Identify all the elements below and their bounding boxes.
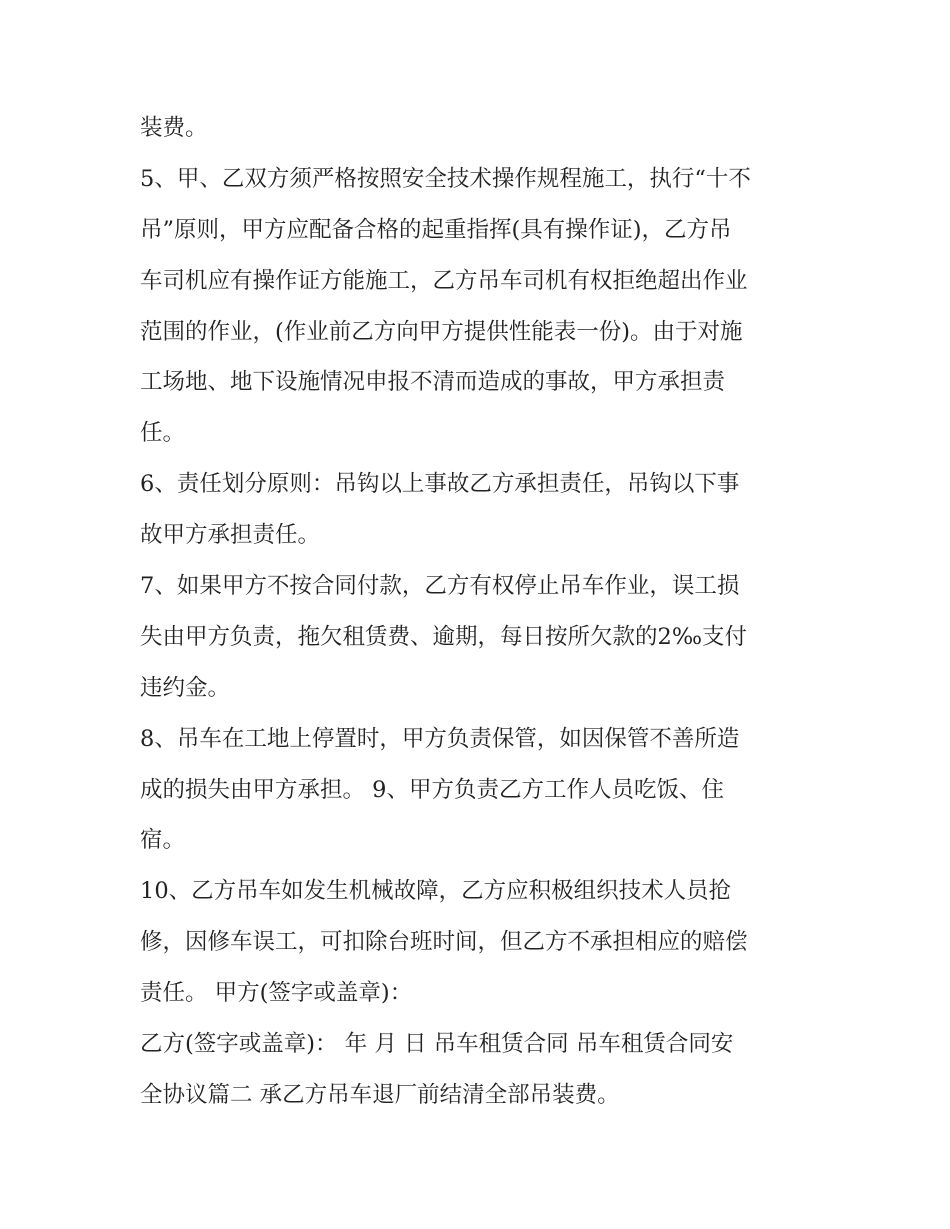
text-line: 6、责任划分原则：吊钩以上事故乙方承担责任，吊钩以下事 <box>140 471 740 498</box>
text-line: 车司机应有操作证方能施工，乙方吊车司机有权拒绝超出作业 <box>140 267 748 294</box>
text-line: 修，因修车误工，可扣除台班时间，但乙方不承担相应的赔偿 <box>140 929 748 956</box>
text-line: 吊”原则，甲方应配备合格的起重指挥(具有操作证)，乙方吊 <box>140 216 732 243</box>
text-line: 成的损失由甲方承担。 9、甲方负责乙方工作人员吃饭、住 <box>140 776 724 803</box>
text-line: 8、吊车在工地上停置时，甲方负责保管，如因保管不善所造 <box>140 725 740 752</box>
text-line: 乙方(签字或盖章)： 年 月 日 吊车租赁合同 吊车租赁合同安 <box>140 1031 734 1058</box>
text-line: 装费。 <box>140 115 208 141</box>
text-line: 责任。 甲方(签字或盖章)： <box>140 980 413 1007</box>
text-line: 宿。 <box>140 827 186 854</box>
text-line: 失由甲方负责，拖欠租赁费、逾期，每日按所欠款的2‰支付 <box>140 623 748 650</box>
text-line: 违约金。 <box>140 674 231 701</box>
text-line: 5、甲、乙双方须严格按照安全技术操作规程施工，执行“十不 <box>140 165 751 192</box>
text-line: 7、如果甲方不按合同付款，乙方有权停止吊车作业，误工损 <box>140 573 740 600</box>
text-line: 10、乙方吊车如发生机械故障，乙方应积极组织技术人员抢 <box>140 878 732 905</box>
text-line: 任。 <box>140 420 186 447</box>
text-line: 故甲方承担责任。 <box>140 522 321 549</box>
text-line: 工场地、地下设施情况申报不清而造成的事故，甲方承担责 <box>140 369 726 396</box>
text-line: 范围的作业，(作业前乙方向甲方提供性能表一份)。由于对施 <box>140 318 743 345</box>
document-body <box>140 103 820 1121</box>
text-line: 全协议篇二 承乙方吊车退厂前结清全部吊装费。 <box>140 1081 620 1108</box>
